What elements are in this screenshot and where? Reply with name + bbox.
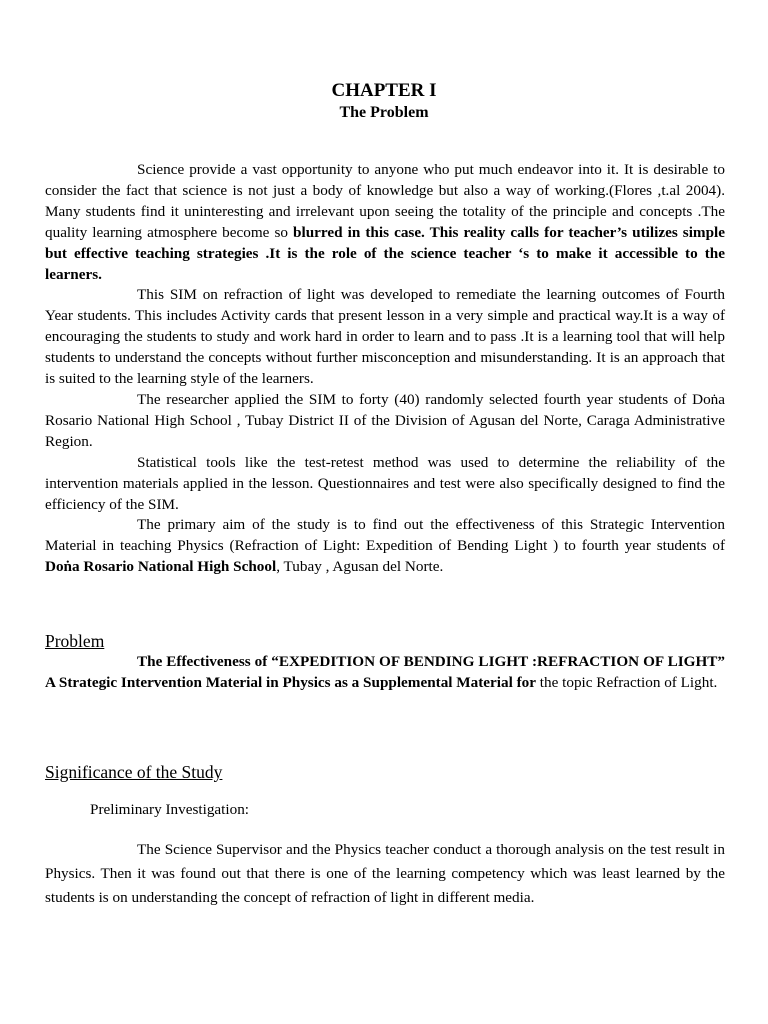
- problem-statement-bold: The Effectiveness of “EXPEDITION OF BENDING LIGHT :REFRACTION OF LIGHT” A Strategic Intervention Material in Physics as a Supplemental Material for: [45, 653, 725, 691]
- intro-paragraph-5-start: The primary aim of the study is to find out the effectiveness of this Strategic Intervention Material in teaching Physics (Refraction of Light: Expedition of Bending Light ) to fourth year students of: [45, 516, 725, 555]
- intro-paragraph-5: [45, 515, 725, 578]
- chapter-subtitle: The Problem: [339, 104, 429, 121]
- problem-statement-tail: the topic Refraction of Light.: [536, 673, 718, 691]
- intro-paragraph-3: The researcher applied the SIM to forty (40) randomly selected fourth year students of Doṅa Rosario National High School , Tubay District II of the Division of Agusan del Norte, Caraga Administrative Region.: [45, 390, 725, 450]
- school-name: Doṅa Rosario National High School: [45, 558, 277, 576]
- intro-section: [45, 160, 725, 578]
- significance-paragraph: The Science Supervisor and the Physics teacher conduct a thorough analysis on the test result in Physics. Then it was found out that there is one of the learning competency which was least learned by the students is on understanding the concept of refraction of light in different media.: [45, 841, 725, 906]
- problem-statement: [45, 652, 725, 694]
- significance-section: [45, 838, 725, 910]
- chapter-heading: CHAPTER I: [331, 80, 437, 101]
- intro-paragraph-4: Statistical tools like the test-retest method was used to determine the reliability of the intervention materials applied in the lesson. Questionnaires and test were also specifically designed to find the efficiency of the SIM.: [45, 453, 725, 513]
- intro-paragraph-5-end: , Tubay , Agusan del Norte.: [276, 558, 444, 576]
- preliminary-investigation-label: Preliminary Investigation:: [90, 801, 250, 818]
- intro-paragraph-1: [45, 160, 725, 285]
- intro-paragraph-1-bold: blurred in this case. This reality calls for teacher’s utilizes simple but effective teaching strategies .It is the role of the science teacher ‘s to make it accessible to the learners.: [45, 223, 725, 283]
- problem-section: [45, 652, 725, 694]
- significance-heading: Significance of the Study: [45, 762, 223, 782]
- intro-paragraph-1-text: Science provide a vast opportunity to anyone who put much endeavor into it. It is desirable to consider the fact that science is not just a body of knowledge but also a way of working.(Flores ,t.al 2004). Many students find it uninteresting and irrelevant upon seeing the totality of the principle and concepts .The quality learning atmosphere become so: [45, 161, 725, 241]
- problem-heading: Problem: [45, 631, 105, 651]
- intro-paragraph-2: This SIM on refraction of light was developed to remediate the learning outcomes of Fourth Year students. This includes Activity cards that present lesson in a very simple and practical way.It is a way of encouraging the students to study and work hard in order to learn and to pass .It is a learning tool that will help students to understand the concepts without further misconception and misunderstanding. It is an approach that is suited to the learning style of the learners.: [45, 286, 725, 388]
